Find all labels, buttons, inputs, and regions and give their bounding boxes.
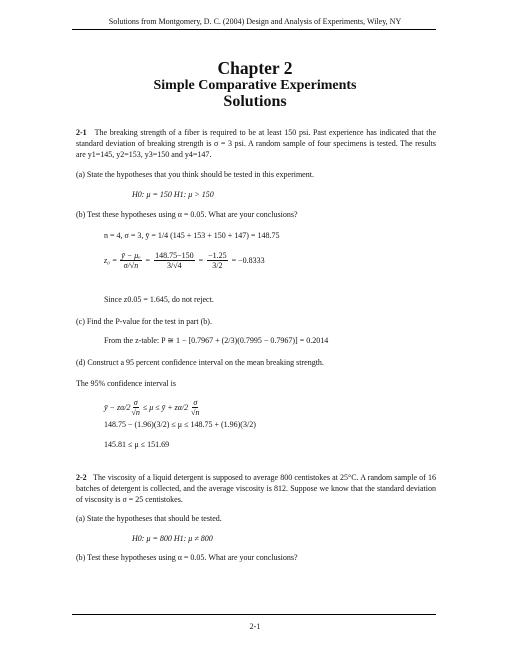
question-2-1-a: (a) State the hypotheses that you think should be tested in this experiment. xyxy=(76,170,314,179)
ci-result: 145.81 ≤ μ ≤ 151.69 xyxy=(104,440,170,449)
problem-2-1-text: The breaking strength of a fiber is required to be at least 150 psi. Past experience has indicated that the standard deviation of breaking strength is σ = 3 psi. A random sample of four specimens is tested. The results are y1=145, y2=153, y3=150 and y4=147. xyxy=(76,128,436,159)
problem-2-2-statement xyxy=(76,472,436,505)
problem-2-2-text: The viscosity of a liquid detergent is supposed to average 800 centistokes at 25°C. A random sample of 16 batches of detergent is collected, and the average viscosity is 812. Suppose we know that the standard deviation of viscosity is σ = 25 centistokes. xyxy=(76,473,436,504)
z-den-3: 3/2 xyxy=(212,261,223,270)
z-fraction-1 xyxy=(120,251,141,270)
chapter-title: Simple Comparative Experiments xyxy=(153,78,357,93)
ci-frac2-den: √n xyxy=(191,408,200,417)
page-number: 2-1 xyxy=(249,622,261,631)
z-fraction-2 xyxy=(154,251,195,270)
z-fraction-3 xyxy=(207,251,228,270)
header-rule xyxy=(72,29,436,30)
ci-formula xyxy=(104,398,201,417)
ci-frac1-den: √n xyxy=(131,408,140,417)
z-den-2: 3/√4 xyxy=(167,261,182,270)
footer-rule xyxy=(72,614,436,615)
ci-substituted: 148.75 − (1.96)(3/2) ≤ μ ≤ 148.75 + (1.96)(3/2) xyxy=(104,420,256,429)
ci-frac1-num: σ xyxy=(133,398,138,407)
ci-formula-mid: ≤ μ ≤ ȳ + zα/2 xyxy=(142,403,189,412)
z-num-3: −1.25 xyxy=(208,251,227,260)
hypotheses-2-1: H0: μ = 150 H1: μ > 150 xyxy=(132,190,214,199)
z-result: = −0.8333 xyxy=(231,256,265,265)
z-lhs: z₀ = xyxy=(104,256,118,265)
problem-2-2-number: 2-2 xyxy=(76,473,87,482)
hypotheses-2-2: H0: μ = 800 H1: μ ≠ 800 xyxy=(132,534,213,543)
ci-formula-left: ȳ − zα/2 xyxy=(104,403,131,412)
chapter-number: Chapter 2 xyxy=(217,58,293,78)
question-2-2-b: (b) Test these hypotheses using α = 0.05. What are your conclusions? xyxy=(76,553,298,562)
problem-2-1-number: 2-1 xyxy=(76,128,87,137)
question-2-1-d: (d) Construct a 95 percent confidence interval on the mean breaking strength. xyxy=(76,358,324,367)
z-num-1: ȳ − μₒ xyxy=(121,251,141,260)
z-eq-2: = xyxy=(198,256,204,265)
running-header: Solutions from Montgomery, D. C. (2004) Design and Analysis of Experiments, Wiley, NY xyxy=(108,17,402,26)
calc-sample-mean: n = 4, σ = 3, ȳ = 1/4 (145 + 153 + 150 + 147) = 148.75 xyxy=(104,231,280,240)
ci-frac2-num: σ xyxy=(193,398,198,407)
p-value-calc: From the z-table: P ≅ 1 − [0.7967 + (2/3)(0.7995 − 0.7967)] = 0.2014 xyxy=(104,336,329,345)
question-2-1-c: (c) Find the P-value for the test in part (b). xyxy=(76,317,212,326)
ci-intro: The 95% confidence interval is xyxy=(76,379,176,388)
conclusion-2-1-b: Since z0.05 = 1.645, do not reject. xyxy=(104,295,214,304)
chapter-subtitle: Solutions xyxy=(223,93,287,110)
problem-2-1-statement xyxy=(76,127,436,160)
ci-fraction-2 xyxy=(191,398,199,417)
question-2-1-b: (b) Test these hypotheses using α = 0.05. What are your conclusions? xyxy=(76,210,298,219)
z-den-1: σ/√n xyxy=(123,261,139,270)
z-eq-1: = xyxy=(145,256,151,265)
z-num-2: 148.75−150 xyxy=(155,251,194,260)
ci-fraction-1 xyxy=(131,398,139,417)
question-2-2-a: (a) State the hypotheses that should be tested. xyxy=(76,514,222,523)
z-statistic-equation xyxy=(104,251,265,270)
